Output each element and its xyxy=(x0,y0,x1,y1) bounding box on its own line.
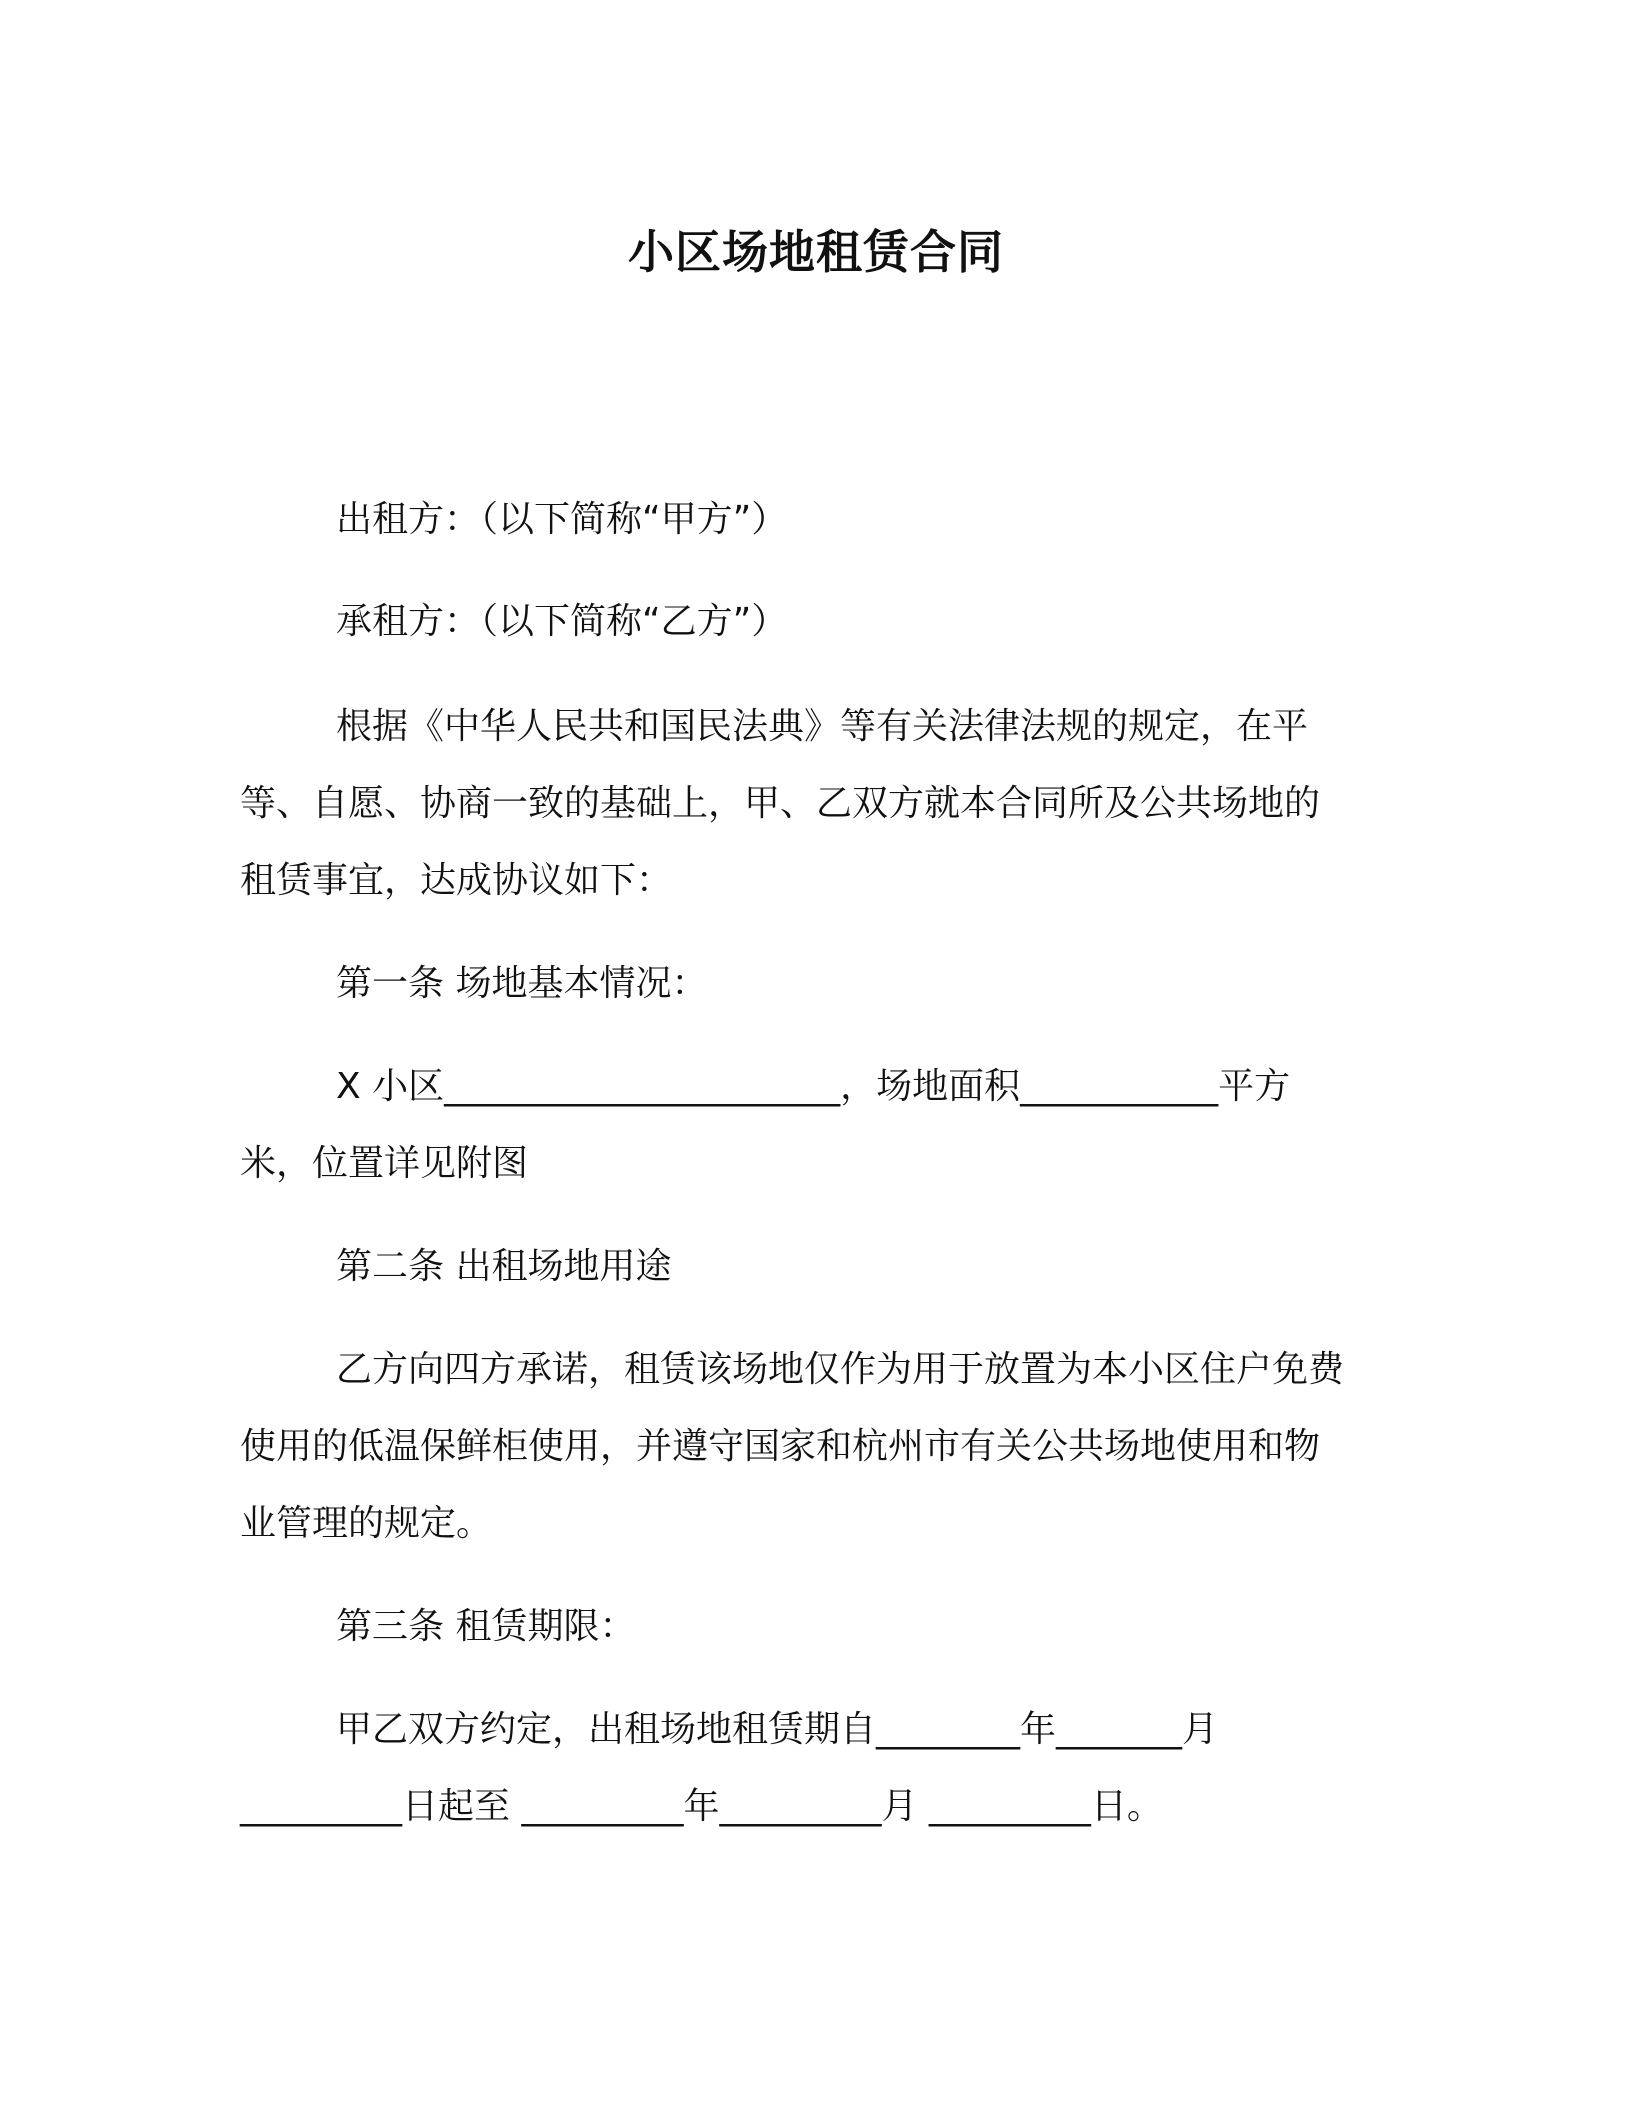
document-title: 小区场地租赁合同 xyxy=(628,225,1004,279)
lessee-line: 承租方：（以下简称“乙方”） xyxy=(336,601,788,642)
preamble-line-2: 等、自愿、协商一致的基础上，甲、乙双方就本合同所及公共场地的 xyxy=(240,783,1321,824)
lessor-line: 出租方：（以下简称“甲方”） xyxy=(336,499,788,540)
preamble-line-3: 租赁事宜，达成协议如下： xyxy=(240,860,673,901)
article1-line-2: 米，位置详见附图 xyxy=(240,1143,529,1184)
article1-line-1: X 小区______________________，场地面积___________平方 xyxy=(336,1066,1291,1107)
article2-line-1: 乙方向四方承诺，租赁该场地仅作为用于放置为本小区住户免费 xyxy=(336,1349,1345,1390)
article2-heading: 第二条 出租场地用途 xyxy=(336,1246,672,1287)
article1-heading: 第一条 场地基本情况： xyxy=(336,963,708,1004)
article3-line-1: 甲乙双方约定，出租场地租赁期自________年_______月 xyxy=(336,1709,1219,1750)
article2-line-3: 业管理的规定。 xyxy=(240,1503,493,1544)
article3-heading: 第三条 租赁期限： xyxy=(336,1606,636,1647)
article2-line-2: 使用的低温保鲜柜使用，并遵守国家和杭州市有关公共场地使用和物 xyxy=(240,1426,1321,1467)
article3-line-2: _________日起至 _________年_________月 _________日。 xyxy=(240,1786,1163,1827)
preamble-line-1: 根据《中华人民共和国民法典》等有关法律法规的规定，在平 xyxy=(336,706,1309,747)
